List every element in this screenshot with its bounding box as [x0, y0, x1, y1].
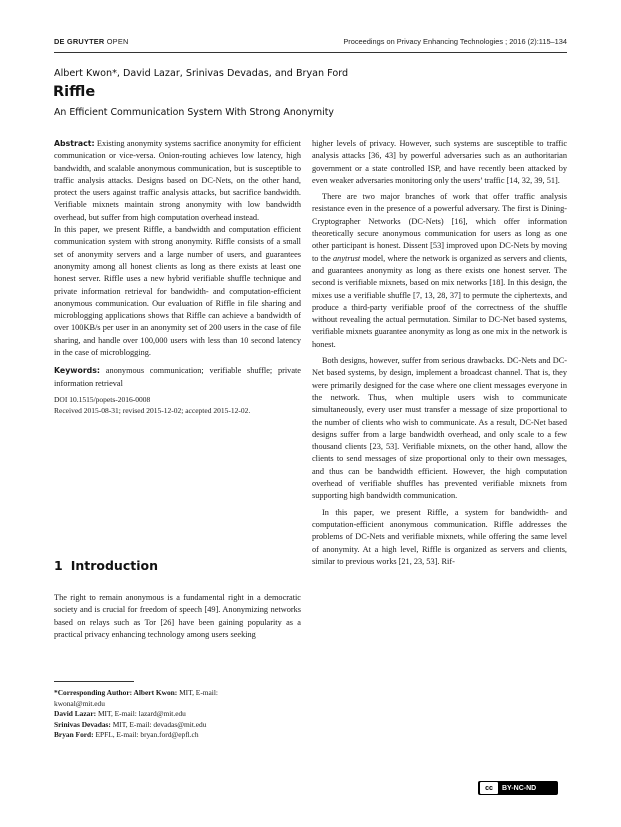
- license-text: BY-NC-ND: [502, 784, 537, 792]
- footnote-author-3: [54, 720, 301, 731]
- received-dates: Received 2015-08-31; revised 2015-12-02; accepted 2015-12-02.: [54, 405, 251, 415]
- footnote-text: MIT, E-mail:: [177, 688, 218, 697]
- abstract-paragraph-2: In this paper, we present Riffle, a bandwidth and computation efficient communication system with strong anonymity. Riffle consists of a small set of anonymity servers and a large number of users, and guarantees anonymity among all honest clients as long as there exists at least one honest server. Riffle uses a new hybrid verifiable shuffle technique and private information retrieval for bandwidth- and computation-efficient anonymous communication. Our evaluation of Riffle in file sharing and microblogging applications shows that Riffle can achieve a bandwidth of over 100KB/s per user in an anonymity set of 200 users in the case of file sharing, and handle over 100,000 users with less than 10 second latency in the case of microblogging.: [54, 225, 301, 358]
- paper-title: Riffle: [53, 84, 96, 100]
- footnote-text: MIT, E-mail: devadas@mit.edu: [110, 719, 207, 729]
- abstract-paragraph-1: [54, 138, 301, 224]
- license-badge[interactable]: [478, 781, 558, 795]
- right-column: [312, 138, 567, 568]
- intro-paragraph-1: The right to remain anonymous is a fundamental right in a democratic society and is crucial for freedom of speech [49]. Anonymizing networks based on relays such as Tor [26] have been gaining popularity as a practical privacy enhancing technology among users seeking: [54, 593, 301, 639]
- footnote-email-line: [54, 699, 301, 710]
- section-title: Introduction: [70, 558, 158, 573]
- footnote-label: Srinivas Devadas:: [54, 719, 111, 729]
- header-rule: [54, 52, 567, 53]
- footnote-label: *Corresponding Author: Albert Kwon:: [54, 688, 178, 697]
- footnote-text: EPFL, E-mail: bryan.ford@epfl.ch: [93, 730, 199, 740]
- footnotes: [54, 688, 301, 741]
- left-column: [54, 138, 301, 416]
- footnote-author-2: [54, 709, 301, 720]
- section-heading: [54, 558, 166, 573]
- abstract-label: Abstract:: [54, 139, 95, 148]
- creative-commons-icon: cc: [480, 782, 498, 794]
- footnote-text: kwonal@mit.edu: [54, 698, 105, 708]
- footnote-corresponding-author: [54, 688, 301, 699]
- paper-subtitle: An Efficient Communication System With Strong Anonymity: [54, 107, 334, 118]
- right-paragraph-4: In this paper, we present Riffle, a system for bandwidth- and computation-efficient anonymous communication. Riffle addresses the problems of DC-Nets and verifiable mixnets, while offering the same level of anonymity. At a high level, Riffle is organized as servers and clients, similar to previous works [21, 23, 53]. Rif-: [312, 507, 567, 566]
- running-header: [54, 37, 567, 51]
- author-list: Albert Kwon*, David Lazar, Srinivas Devadas, and Bryan Ford: [54, 68, 349, 79]
- footnote-rule: [54, 681, 134, 682]
- keywords-paragraph: [54, 365, 301, 390]
- doi: DOI 10.1515/popets-2016-0008: [54, 394, 151, 404]
- right-paragraph-2: [312, 191, 567, 351]
- right-paragraph-2-b: model, where the network is organized as servers and clients, and guarantees anonymity as long as there exists one honest server. The second is verifiable mixnets, based on mix networks [18]. In this design, the mixes use a verifiable shuffle [7, 13, 28, 37] to permute the ciphertexts, and produce a third-party verifiable proof of the correctness of the shuffle without revealing the actual permutation. Similar to DC-Net based systems, verifiable mixnets guarantee anonymity as long as one mix in the network is honest.: [312, 253, 567, 349]
- footnote-label: David Lazar:: [54, 709, 97, 719]
- publisher-bold: DE GRUYTER: [54, 37, 105, 46]
- introduction-text: [54, 592, 301, 641]
- footnote-label: Bryan Ford:: [54, 730, 94, 740]
- abstract-text-1: Existing anonymity systems sacrifice anonymity for efficient communication or vice-versa. Onion-routing achieves low latency, high bandwidth, and scalable anonymous communication, but is susceptible to traffic analysis attacks. Designs based on DC-Nets, on the other hand, protect the users against traffic analysis attacks, but sacrifice bandwidth. Verifiable mixnets maintain strong anonymity with low bandwidth overhead, but suffer from high computation overhead instead.: [54, 139, 301, 222]
- section-number: 1: [54, 558, 63, 573]
- publisher-light: OPEN: [106, 37, 129, 46]
- right-paragraph-1: higher levels of privacy. However, such systems are susceptible to traffic analysis attacks [36, 43] by powerful adversaries such as an authoritarian government or a state controlled ISP, and have recently been attacked by even weaker adversaries monitoring only the users’ traffic [14, 32, 39, 51].: [312, 139, 567, 185]
- right-paragraph-2-a: There are two major branches of work that offer traffic analysis resistance even in the presence of a powerful adversary. The first is Dining-Cryptographer Networks (DC-Nets) [16], which offer information theoretically secure anonymous communication for users as long as one other participant is honest. Dissent [53] improved upon DC-Nets by moving to the: [312, 192, 567, 263]
- footnote-author-4: [54, 730, 301, 741]
- footnote-text: MIT, E-mail: lazard@mit.edu: [96, 709, 186, 719]
- publisher-name: [54, 37, 128, 46]
- keywords-label: Keywords:: [54, 366, 101, 376]
- right-paragraph-3: Both designs, however, suffer from serious drawbacks. DC-Nets and DC-Net based systems, by design, implement a broadcast channel. That is, they were primarily designed for the case where one client messages everyone in the network. Thus, when multiple users wish to communicate simultaneously, every user must transfer a message of size proportional to the number of clients who wish to communicate. As a result, DC-Net based designs suffer from a large bandwidth overhead, and only scale to a few thousand clients [23, 53]. Verifiable mixnets, on the other hand, allow the clients to send messages of size proportional only to their own messages, and thus can be bandwidth efficient. However, the high computation overhead of verifiable shuffles has prevented verifiable mixnets from supporting high bandwidth communication.: [312, 356, 567, 501]
- anytrust-emphasis: anytrust: [333, 253, 361, 263]
- keywords-text: anonymous communication; verifiable shuffle; private information retrieval: [54, 366, 301, 388]
- journal-citation: Proceedings on Privacy Enhancing Technologies ; 2016 (2):115–134: [343, 37, 567, 46]
